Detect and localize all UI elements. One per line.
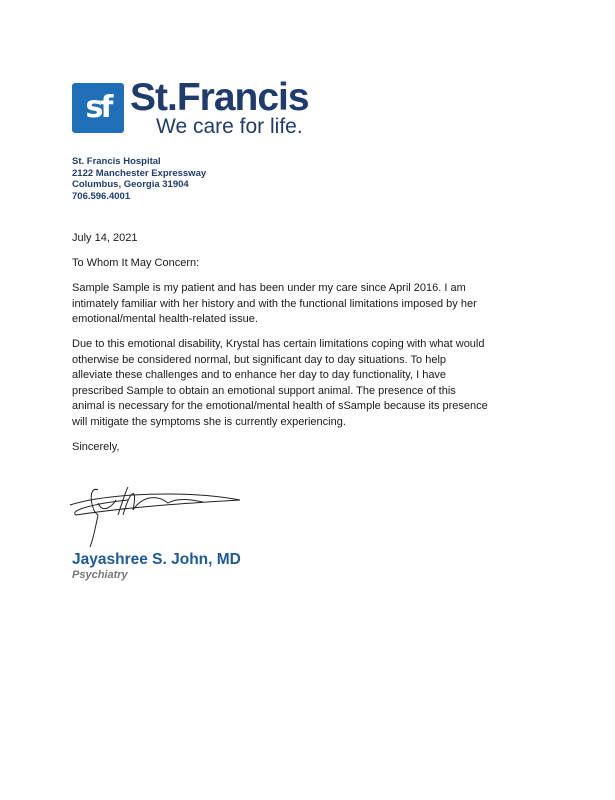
- text-line: intimately familiar with her history and with the functional limitations imposed by her: [72, 297, 477, 310]
- text-line: will mitigate the symptoms she is currently experiencing.: [72, 415, 346, 428]
- letter-date: July 14, 2021: [72, 232, 138, 244]
- text-line: Due to this emotional disability, Krystal has certain limitations coping with what would: [72, 338, 485, 350]
- text-line: Sample Sample is my patient and has been under my care since April 2016. I am: [72, 282, 466, 294]
- address-line: 2122 Manchester Expressway: [72, 167, 207, 179]
- signature-icon: [68, 485, 248, 550]
- signer-department: Psychiatry: [72, 569, 128, 581]
- text-line: prescribed Sample to obtain an emotional support animal. The presence of this: [72, 384, 456, 397]
- text-line: emotional/mental health-related issue.: [72, 313, 258, 325]
- address-line: Columbus, Georgia 31904: [72, 179, 189, 190]
- st-francis-logo-icon: sf: [72, 83, 124, 133]
- hospital-address: [72, 156, 206, 202]
- brand-name: St.Francis: [130, 76, 309, 119]
- letter-body: [72, 231, 488, 465]
- address-line: St. Francis Hospital: [72, 156, 161, 167]
- closing: Sincerely,: [72, 440, 120, 453]
- signer-name: Jayashree S. John, MD: [72, 551, 241, 568]
- paragraph-2: [72, 337, 488, 430]
- text-line: animal is necessary for the emotional/mental health of sSample because its presence: [72, 400, 488, 412]
- address-phone: 706.596.4001: [72, 190, 131, 202]
- text-line: alleviate these challenges and to enhance her day to day functionality, I have: [72, 369, 447, 381]
- paragraph-1: [72, 281, 477, 328]
- text-line: otherwise be considered normal, but significant day to day situations. To help: [72, 353, 447, 366]
- brand-tagline: We care for life.: [156, 115, 303, 138]
- salutation: To Whom It May Concern:: [72, 257, 200, 269]
